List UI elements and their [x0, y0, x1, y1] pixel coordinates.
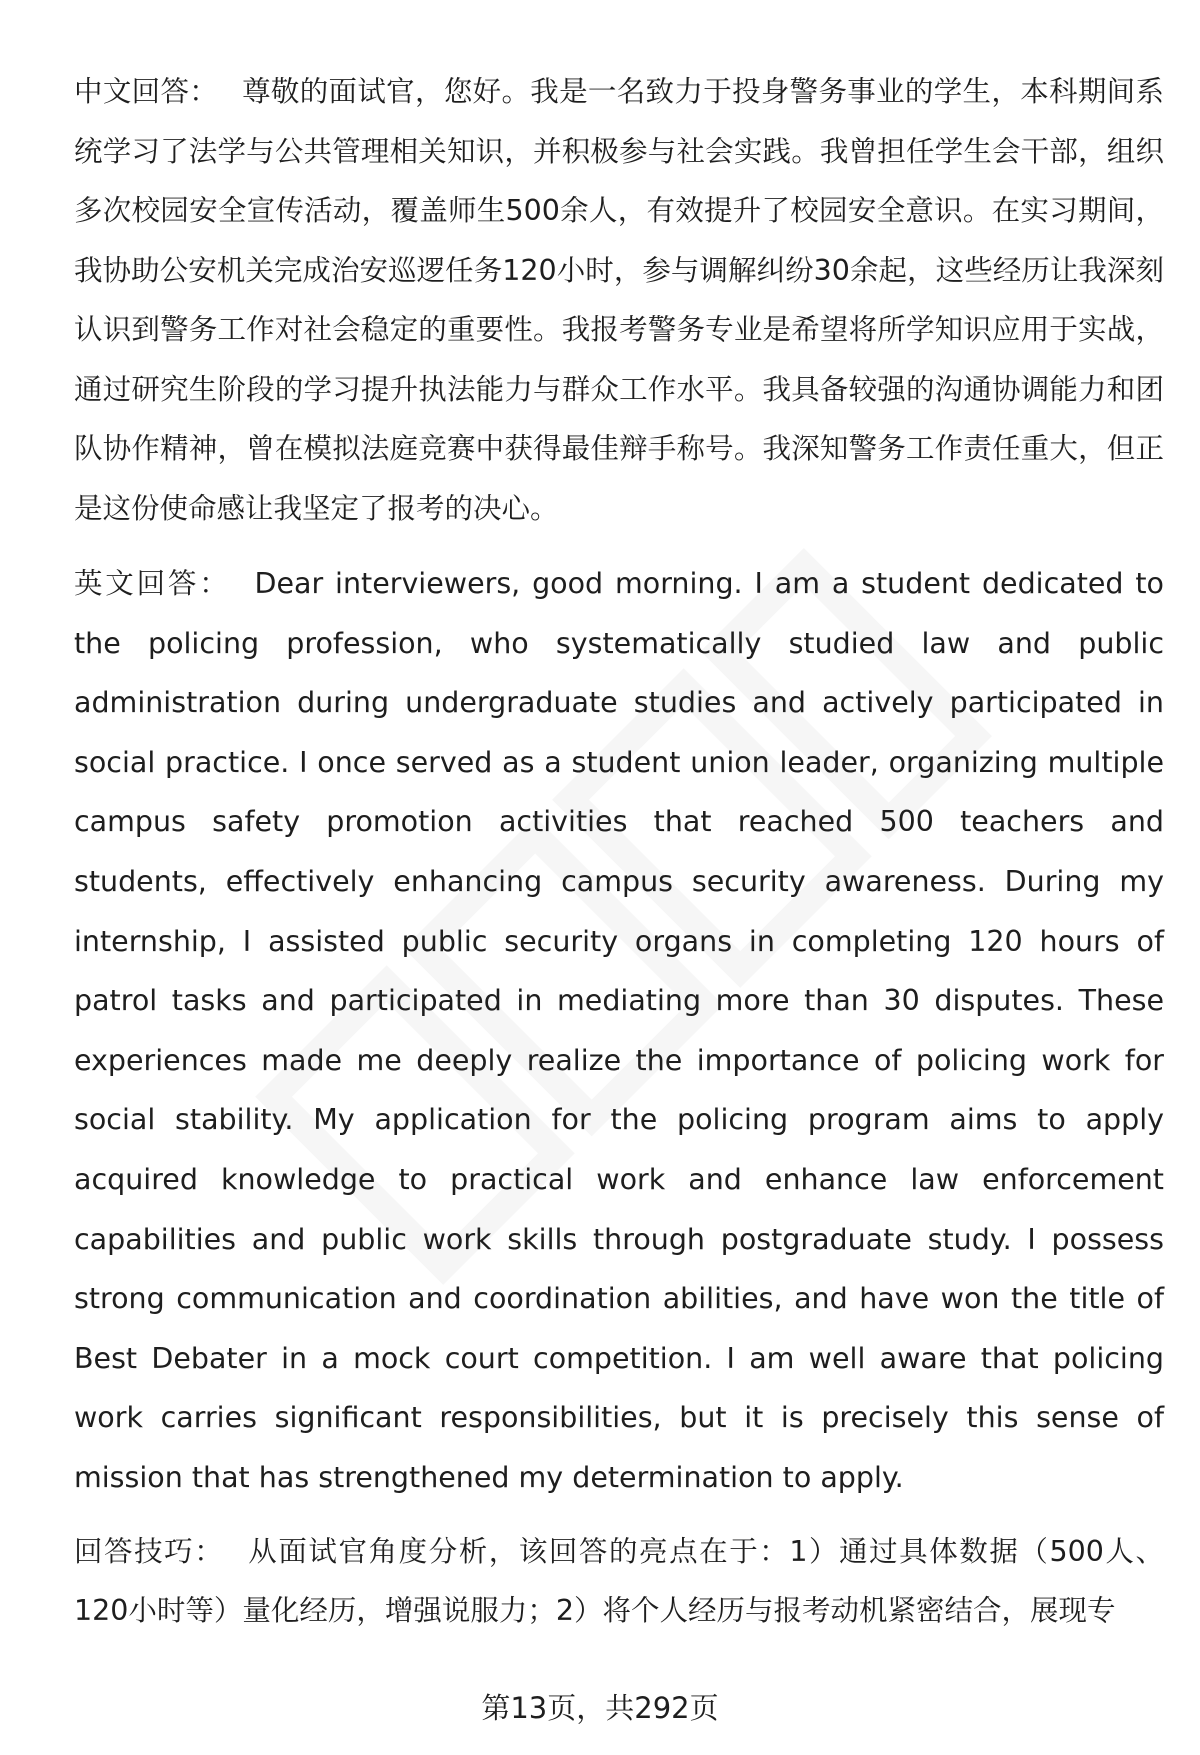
english-answer-text: Dear interviewers, good morning. I am a student dedicated to the policing profession, who systematically studied law and public administration during undergraduate studies and actively participated in social practice. I once served as a student union leader, organizing multiple campus safety promotion activities that reached 500 teachers and students, effectively enhancing campus security awareness. During my internship, I assisted public security organs in completing 120 hours of patrol tasks and participated in mediating more than 30 disputes. These experiences made me deeply realize the importance of policing work for social stability. My application for the policing program aims to apply acquired knowledge to practical work and enhance law enforcement capabilities and public work skills through postgraduate study. I possess strong communication and coordination abilities, and have won the title of Best Debater in a mock court competition. I am well aware that policing work carries significant responsibilities, but it is precisely this sense of mission that has strengthened my determination to apply. — [74, 567, 1164, 1494]
answer-tips-label: 回答技巧： — [74, 1534, 225, 1568]
answer-tips-text: 从面试官角度分析，该回答的亮点在于：1）通过具体数据（500人、120小时等）量化经历，增强说服力；2）将个人经历与报考动机紧密结合，展现专 — [74, 1534, 1164, 1627]
english-answer-section — [74, 554, 1164, 1508]
chinese-answer-section — [74, 62, 1164, 538]
document-page — [74, 62, 1164, 1641]
page-indicator: 第13页，共292页 — [481, 1691, 719, 1725]
chinese-answer-text: 尊敬的面试官，您好。我是一名致力于投身警务事业的学生，本科期间系统学习了法学与公共管理相关知识，并积极参与社会实践。我曾担任学生会干部，组织多次校园安全宣传活动，覆盖师生500余人，有效提升了校园安全意识。在实习期间，我协助公安机关完成治安巡逻任务120小时，参与调解纠纷30余起，这些经历让我深刻认识到警务工作对社会稳定的重要性。我报考警务专业是希望将所学知识应用于实战，通过研究生阶段的学习提升执法能力与群众工作水平。我具备较强的沟通协调能力和团队协作精神，曾在模拟法庭竞赛中获得最佳辩手称号。我深知警务工作责任重大，但正是这份使命感让我坚定了报考的决心。 — [74, 75, 1164, 525]
chinese-answer-label: 中文回答： — [74, 75, 219, 108]
english-answer-label: 英文回答： — [74, 567, 231, 600]
answer-tips-section — [74, 1522, 1164, 1641]
